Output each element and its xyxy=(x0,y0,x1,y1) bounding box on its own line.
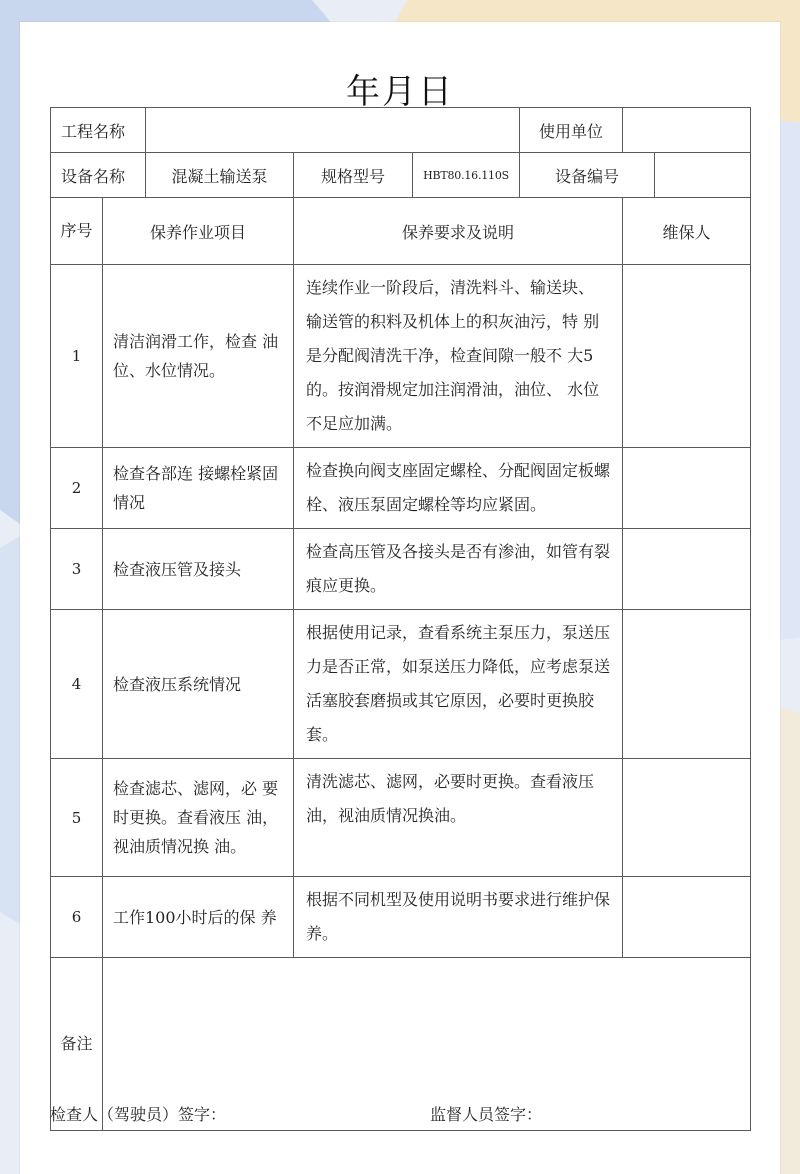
row-item: 工作100小时后的保 养 xyxy=(103,877,294,958)
column-header-desc: 保养要求及说明 xyxy=(294,198,623,265)
table-row xyxy=(51,610,751,759)
row-maintainer[interactable] xyxy=(623,529,751,610)
table-row xyxy=(51,448,751,529)
row-seq: 6 xyxy=(51,877,103,958)
row-maintainer[interactable] xyxy=(623,759,751,877)
user-unit-label: 使用单位 xyxy=(520,108,623,153)
project-name-label: 工程名称 xyxy=(51,108,146,153)
row-maintainer[interactable] xyxy=(623,448,751,529)
row-item: 清洁润滑工作，检查 油位、水位情况。 xyxy=(103,265,294,448)
row-seq: 3 xyxy=(51,529,103,610)
page-title: 年月日 xyxy=(346,72,454,112)
notes-label: 备注 xyxy=(51,958,103,1131)
row-maintainer[interactable] xyxy=(623,265,751,448)
inspector-signature-label: 检查人（驾驶员）签字： xyxy=(50,1105,227,1124)
row-seq: 5 xyxy=(51,759,103,877)
user-unit-value[interactable] xyxy=(623,108,751,153)
row-maintainer[interactable] xyxy=(623,610,751,759)
device-name-label: 设备名称 xyxy=(51,153,146,198)
spec-value: HBT80.16.110S xyxy=(413,153,520,198)
device-name-value: 混凝土输送泵 xyxy=(146,153,294,198)
header-row-1 xyxy=(51,108,751,153)
column-header-maintainer: 维保人 xyxy=(623,198,751,265)
device-no-label: 设备编号 xyxy=(520,153,655,198)
spec-label: 规格型号 xyxy=(294,153,413,198)
row-desc: 根据使用记录，查看系统主泵压力，泵送压力是否正常，如泵送压力降低，应考虑泵送活塞胶套磨损或其它原因，必要时更换胶套。 xyxy=(294,610,623,759)
row-desc: 检查换向阀支座固定螺栓、分配阀固定板螺栓、液压泵固定螺栓等均应紧固。 xyxy=(294,448,623,529)
device-no-value[interactable] xyxy=(655,153,751,198)
column-header-seq: 序号 xyxy=(51,198,103,265)
row-desc: 连续作业一阶段后，清洗料斗、输送块、 输送管的积料及机体上的积灰油污，特 别是分配阀清洗干净，检查间隙一般不 大5的。按润滑规定加注润滑油，油位、 水位不足应加满。 xyxy=(294,265,623,448)
table-row xyxy=(51,759,751,877)
row-item: 检查滤芯、滤网，必 要时更换。查看液压 油，视油质情况换 油。 xyxy=(103,759,294,877)
row-item: 检查各部连 接螺栓紧固情况 xyxy=(103,448,294,529)
row-maintainer[interactable] xyxy=(623,877,751,958)
row-desc: 清洗滤芯、滤网，必要时更换。查看液压油，视油质情况换油。 xyxy=(294,759,623,877)
row-item: 检查液压管及接头 xyxy=(103,529,294,610)
table-row xyxy=(51,877,751,958)
header-row-2 xyxy=(51,153,751,198)
table-row xyxy=(51,529,751,610)
row-item: 检查液压系统情况 xyxy=(103,610,294,759)
supervisor-signature-label: 监督人员签字： xyxy=(430,1105,543,1124)
maintenance-record-table xyxy=(50,107,751,1131)
row-desc: 根据不同机型及使用说明书要求进行维护保养。 xyxy=(294,877,623,958)
table-row xyxy=(51,265,751,448)
row-seq: 4 xyxy=(51,610,103,759)
project-name-value[interactable] xyxy=(146,108,520,153)
row-seq: 2 xyxy=(51,448,103,529)
column-header-item: 保养作业项目 xyxy=(103,198,294,265)
row-seq: 1 xyxy=(51,265,103,448)
column-header-row xyxy=(51,198,751,265)
row-desc: 检查高压管及各接头是否有渗油，如管有裂痕应更换。 xyxy=(294,529,623,610)
document-page xyxy=(20,22,780,1174)
